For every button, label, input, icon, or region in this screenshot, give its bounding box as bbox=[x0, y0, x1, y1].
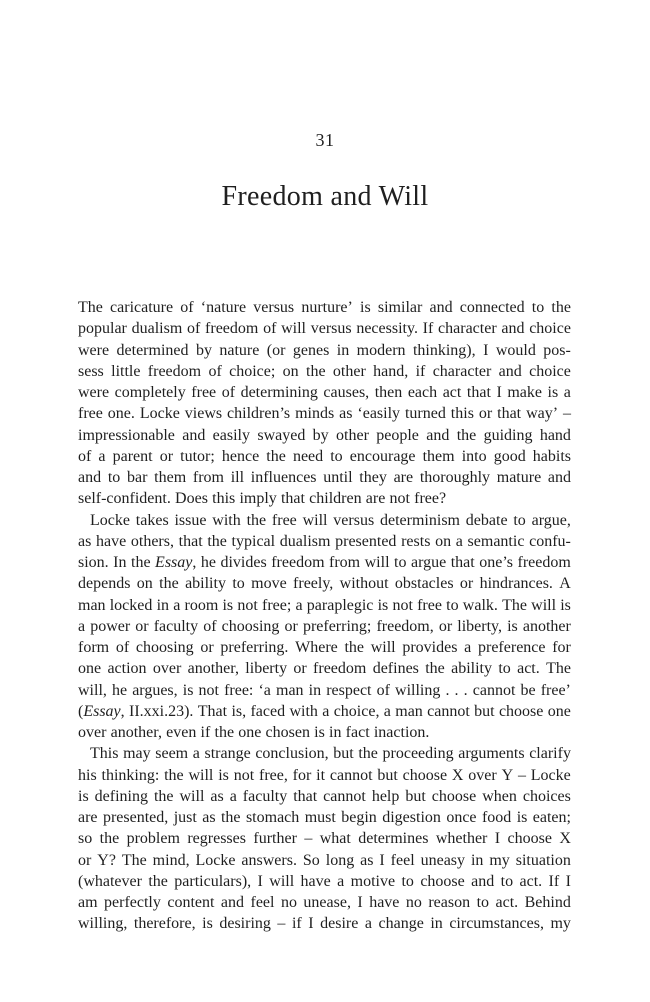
paragraph bbox=[78, 743, 571, 934]
text-line: popular dualism of freedom of will versus necessity. If character and choice bbox=[78, 320, 571, 338]
text-line: impressionable and easily swayed by other people and the guiding hand bbox=[78, 426, 571, 444]
body-text bbox=[78, 297, 571, 935]
text-line: one action over another, liberty or freedom defines the ability to act. The bbox=[78, 660, 571, 678]
text-line: free one. Locke views children’s minds as ‘easily turned this or that way’ – bbox=[78, 405, 571, 423]
chapter-number: 31 bbox=[315, 130, 335, 150]
text-line: or Y? The mind, Locke answers. So long as I feel uneasy in my situation bbox=[78, 851, 571, 869]
text-line: The caricature of ‘nature versus nurture’ is similar and connected to the bbox=[78, 299, 571, 316]
text-line: man locked in a room is not free; a paraplegic is not free to walk. The will is bbox=[78, 596, 571, 614]
chapter-title: Freedom and Will bbox=[221, 181, 429, 212]
text-line: a power or faculty of choosing or preferring; freedom, or liberty, is another bbox=[78, 617, 571, 635]
text-line: as have others, that the typical dualism presented rests on a semantic confu- bbox=[78, 532, 571, 550]
text-line: were determined by nature (or genes in modern thinking), I would pos- bbox=[78, 341, 571, 359]
text-line: sess little freedom of choice; on the other hand, if character and choice bbox=[78, 362, 571, 380]
text-line: of a parent or tutor; hence the need to encourage them into good habits bbox=[78, 447, 571, 465]
text-line: were completely free of determining causes, then each act that I make is a bbox=[78, 384, 571, 401]
text-line: (whatever the particulars), I will have a motive to choose and to act. If I bbox=[78, 872, 571, 890]
text-line: (Essay, II.xxi.23). That is, faced with a choice, a man cannot but choose one bbox=[78, 702, 571, 720]
text-line: is defining the will as a faculty that cannot help but choose when choices bbox=[78, 787, 571, 805]
paragraph bbox=[78, 510, 571, 744]
text-line: depends on the ability to move freely, without obstacles or hindrances. A bbox=[78, 575, 571, 593]
text-line: self-confident. Does this imply that children are not free? bbox=[78, 490, 447, 508]
text-line: his thinking: the will is not free, for it cannot but choose X over Y – Locke bbox=[78, 766, 571, 784]
text-line: sion. In the Essay, he divides freedom from will to argue that one’s freedom bbox=[78, 554, 571, 571]
text-line: are presented, just as the stomach must begin digestion once food is eaten; bbox=[78, 809, 571, 826]
text-line: and to bar them from ill influences until they are thoroughly mature and bbox=[78, 469, 571, 486]
text-line: form of choosing or preferring. Where the will provides a preference for bbox=[78, 639, 571, 656]
text-line: Locke takes issue with the free will versus determinism debate to argue, bbox=[90, 511, 571, 529]
text-line: will, he argues, is not free: ‘a man in respect of willing . . . cannot be free’ bbox=[78, 681, 571, 699]
paragraph bbox=[78, 297, 571, 510]
text-line: This may seem a strange conclusion, but the proceeding arguments clarify bbox=[90, 745, 571, 763]
text-line: willing, therefore, is desiring – if I desire a change in circumstances, my bbox=[78, 915, 571, 933]
text-line: am perfectly content and feel no unease, I have no reason to act. Behind bbox=[78, 894, 571, 911]
text-line: so the problem regresses further – what determines whether I choose X bbox=[78, 830, 571, 848]
text-line: over another, even if the one chosen is in fact inaction. bbox=[78, 724, 430, 741]
